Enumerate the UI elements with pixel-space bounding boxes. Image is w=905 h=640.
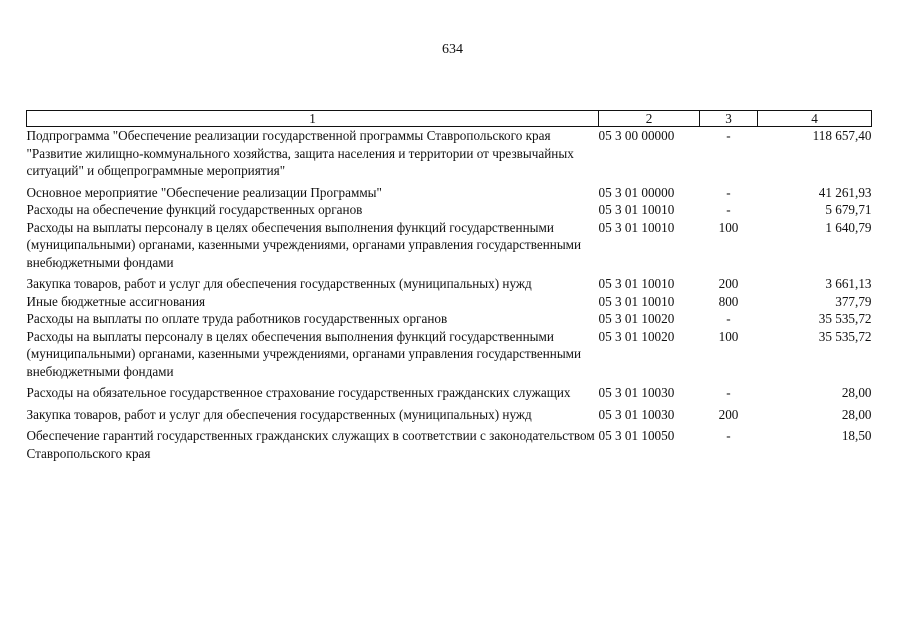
row-code: 05 3 01 00000 <box>598 184 675 200</box>
row-amount: 377,79 <box>835 293 872 309</box>
row-name: Расходы на обеспечение функций государственных органов <box>26 202 363 217</box>
row-expense-type: - <box>726 202 731 217</box>
column-header-1: 1 <box>27 111 599 127</box>
row-name: Расходы на выплаты по оплате труда работников государственных органов <box>26 311 448 326</box>
row-name: Иные бюджетные ассигнования <box>26 293 206 309</box>
row-expense-type: - <box>726 428 731 443</box>
row-amount: 35 535,72 <box>818 311 872 326</box>
row-expense-type: - <box>726 311 731 326</box>
table-row <box>27 423 872 462</box>
row-expense-type: - <box>726 128 731 143</box>
table-row <box>27 293 872 311</box>
row-code: 05 3 01 10030 <box>598 385 675 400</box>
row-name: Закупка товаров, работ и услуг для обеспечения государственных (муниципальных) нужд <box>26 276 532 291</box>
row-code: 05 3 01 10030 <box>598 406 675 422</box>
column-header-3: 3 <box>700 111 758 127</box>
row-amount: 35 535,72 <box>818 328 872 344</box>
row-code: 05 3 01 10010 <box>598 219 675 235</box>
table-row <box>27 127 872 180</box>
row-amount: 1 640,79 <box>825 219 872 235</box>
row-expense-type: - <box>726 184 731 200</box>
row-code: 05 3 01 10010 <box>598 276 675 291</box>
row-expense-type: 100 <box>718 219 739 235</box>
row-code: 05 3 01 10050 <box>598 428 675 443</box>
row-name: Обеспечение гарантий государственных гражданских служащих в соответствии с законодательством Ставропольского края <box>26 428 595 461</box>
row-name: Расходы на выплаты персоналу в целях обеспечения выполнения функций государственными (муниципальными) органами, казенными учреждениями, органами управления государственными внебюджетными фондами <box>26 219 582 270</box>
row-amount: 118 657,40 <box>812 128 872 143</box>
row-expense-type: 200 <box>718 406 739 422</box>
row-amount: 28,00 <box>841 385 872 400</box>
row-amount: 41 261,93 <box>818 184 872 200</box>
row-amount: 18,50 <box>841 428 872 443</box>
row-name: Расходы на обязательное государственное страхование государственных гражданских служащих <box>26 385 571 400</box>
row-amount: 28,00 <box>841 406 872 422</box>
budget-table <box>26 110 872 462</box>
row-expense-type: - <box>726 385 731 400</box>
row-name: Подпрограмма "Обеспечение реализации государственной программы Ставропольского края "Развитие жилищно-коммунального хозяйства, защита населения и территории от чрезвычайных ситуаций" и общепрограммные мероприятия" <box>26 128 574 178</box>
table-row <box>27 380 872 402</box>
row-expense-type: 200 <box>718 276 739 291</box>
column-header-2: 2 <box>599 111 700 127</box>
table-row <box>27 310 872 328</box>
table-row <box>27 328 872 381</box>
row-expense-type: 100 <box>718 328 739 344</box>
table-row <box>27 219 872 272</box>
row-code: 05 3 01 10020 <box>598 311 675 326</box>
row-name: Расходы на выплаты персоналу в целях обеспечения выполнения функций государственными (муниципальными) органами, казенными учреждениями, органами управления государственными внебюджетными фондами <box>26 328 582 379</box>
row-amount: 3 661,13 <box>825 276 872 291</box>
row-code: 05 3 01 10010 <box>598 293 675 309</box>
table-header-row <box>27 111 872 127</box>
row-code: 05 3 01 10010 <box>598 202 675 217</box>
row-code: 05 3 01 10020 <box>598 328 675 344</box>
column-header-4: 4 <box>758 111 872 127</box>
row-name: Основное мероприятие "Обеспечение реализации Программы" <box>26 184 382 200</box>
table-row <box>27 402 872 424</box>
page-number: 634 <box>442 42 463 57</box>
row-amount: 5 679,71 <box>825 202 872 217</box>
table-row <box>27 271 872 293</box>
row-code: 05 3 00 00000 <box>598 128 675 143</box>
row-expense-type: 800 <box>718 293 739 309</box>
row-name: Закупка товаров, работ и услуг для обеспечения государственных (муниципальных) нужд <box>26 406 532 422</box>
table-row <box>27 180 872 202</box>
table-row <box>27 201 872 219</box>
